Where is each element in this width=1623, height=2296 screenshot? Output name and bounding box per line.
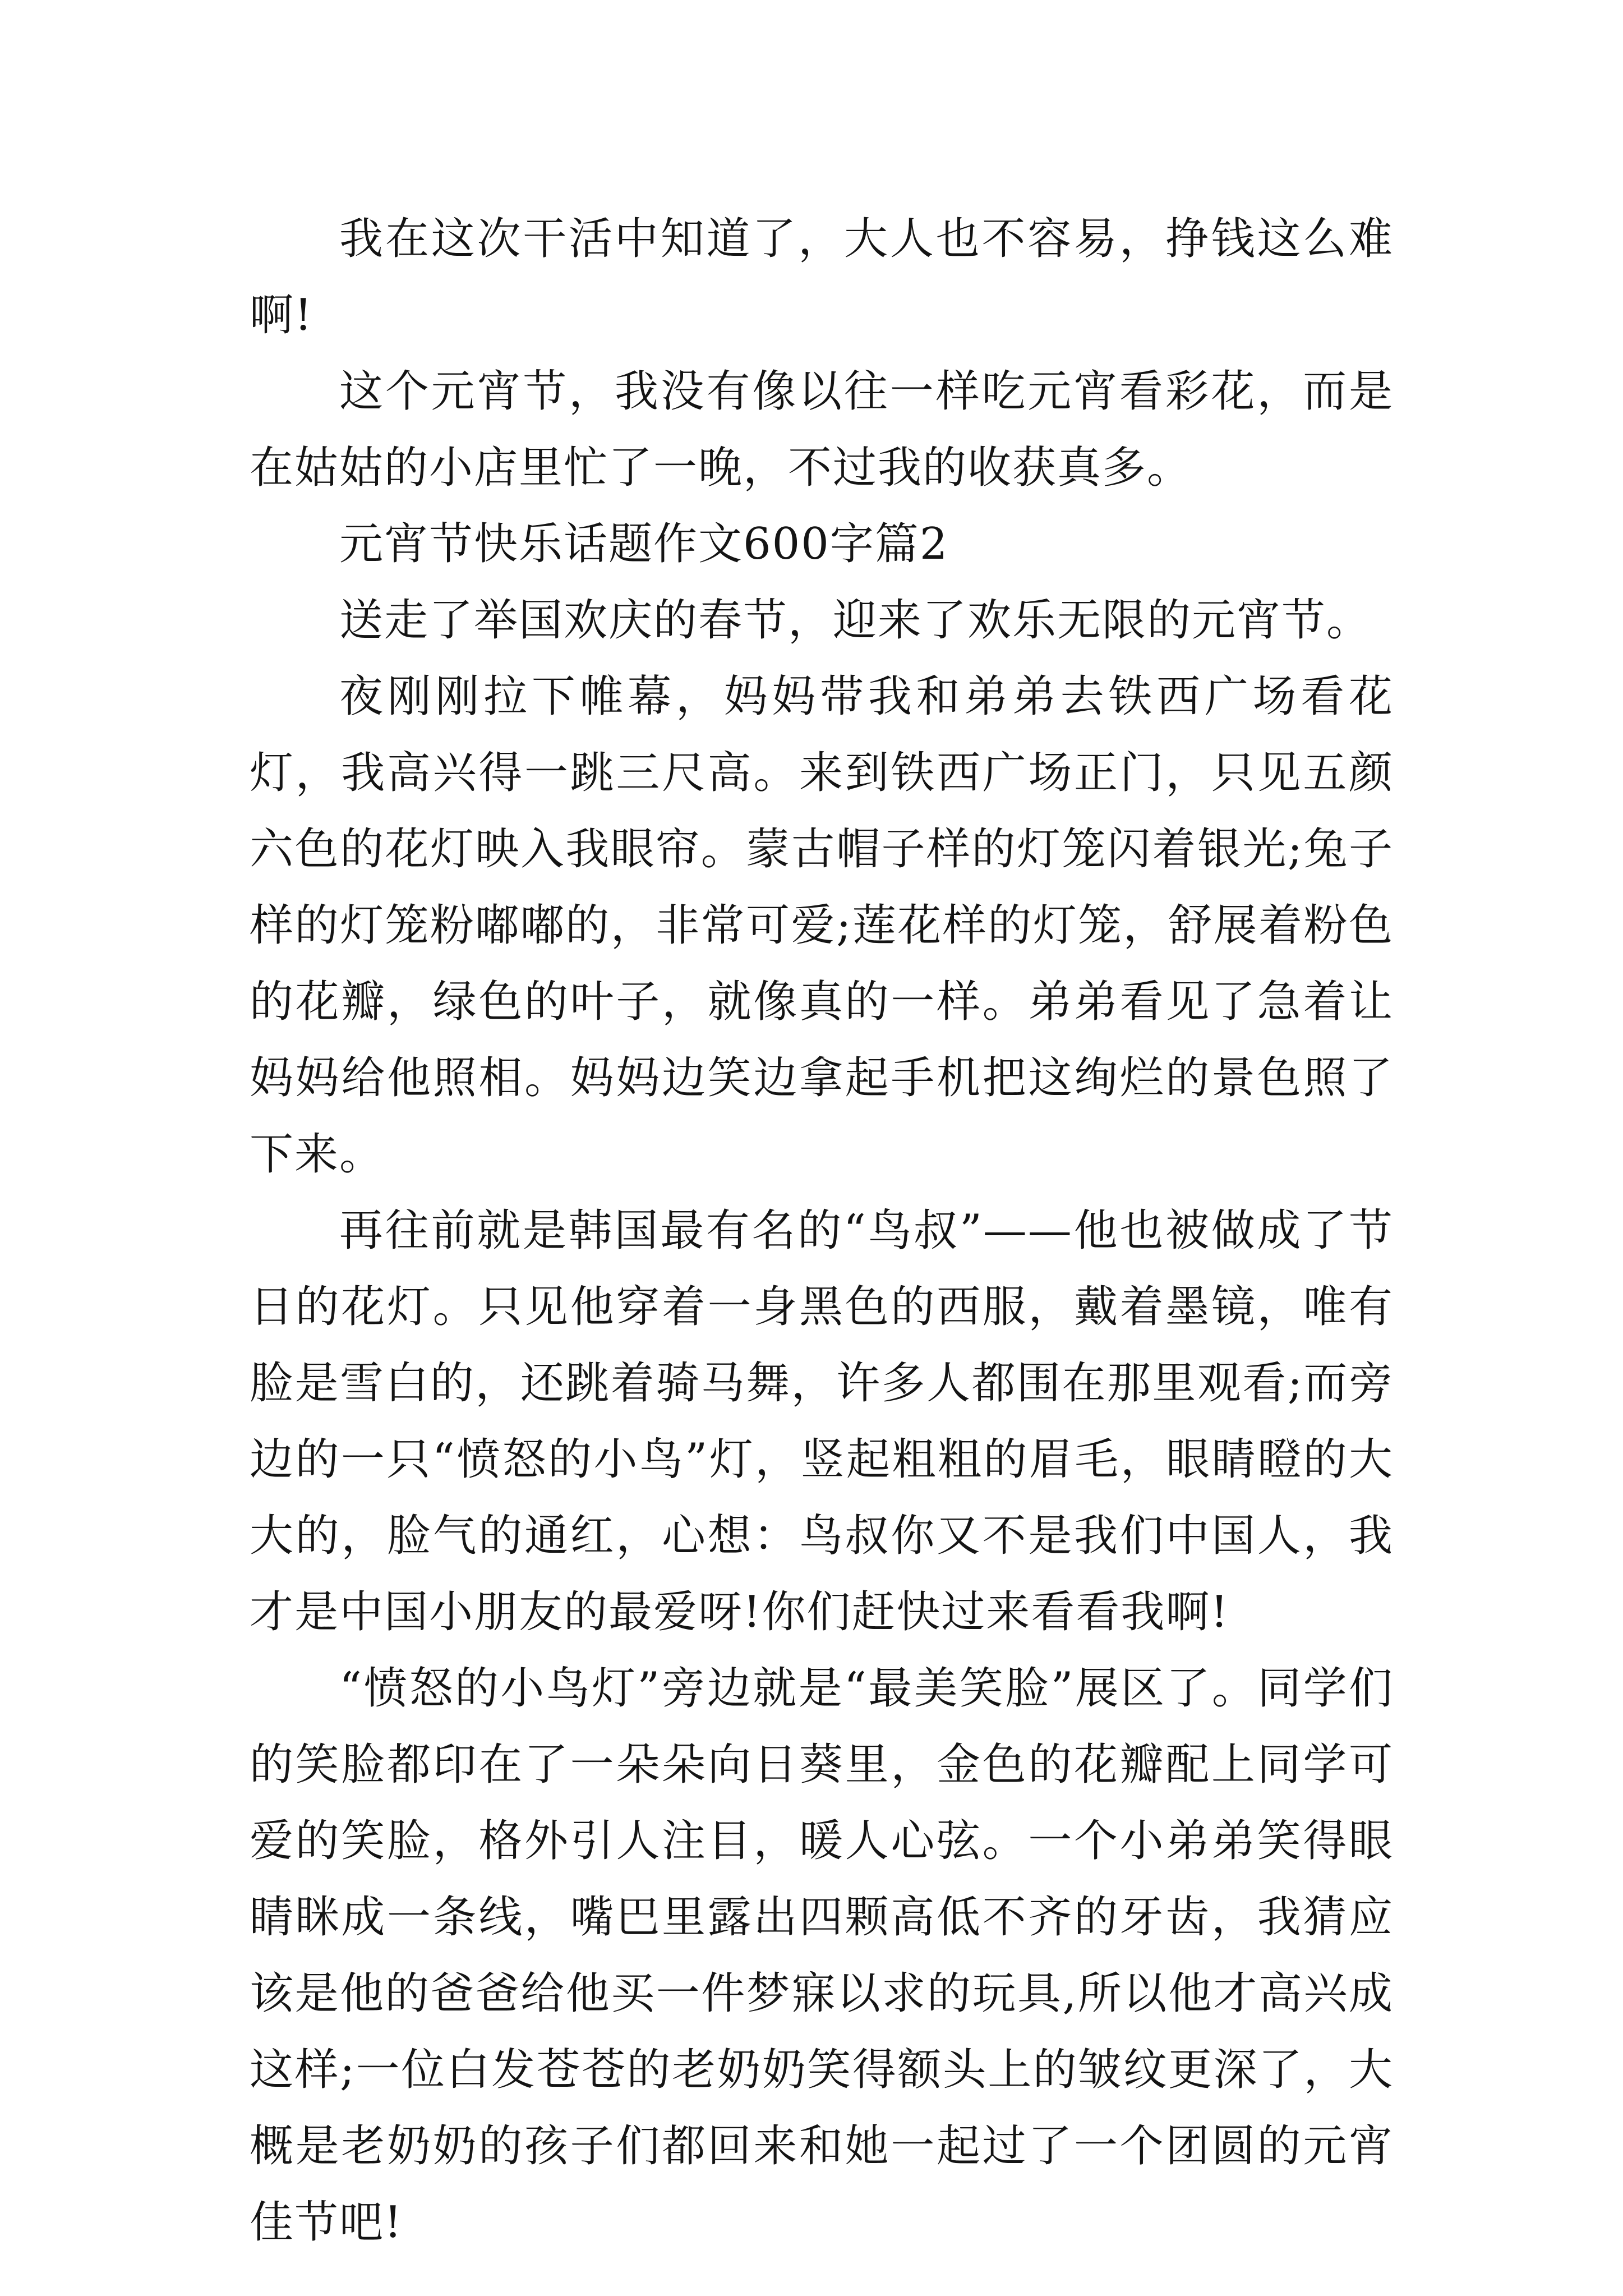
paragraph-1: 我在这次干活中知道了，大人也不容易，挣钱这么难啊! bbox=[250, 214, 1394, 341]
paragraph-2: 这个元宵节，我没有像以往一样吃元宵看彩花，而是在姑姑的小店里忙了一晚，不过我的收获真多。 bbox=[250, 366, 1394, 493]
paragraph-5: 再往前就是韩国最有名的“鸟叔”——他也被做成了节日的花灯。只见他穿着一身黑色的西服，戴着墨镜，唯有脸是雪白的，还跳着骑马舞，许多人都围在那里观看;而旁边的一只“愤怒的小鸟”灯，竖起粗粗的眉毛，眼睛瞪的大大的，脸气的通红，心想：鸟叔你又不是我们中国人，我才是中国小朋友的最爱呀!你们赶快过来看看我啊! bbox=[250, 1205, 1394, 1637]
section-heading: 元宵节快乐话题作文600字篇2 bbox=[339, 519, 949, 569]
paragraph-3: 送走了举国欢庆的春节，迎来了欢乐无限的元宵节。 bbox=[339, 595, 1372, 646]
paragraph-4: 夜刚刚拉下帷幕，妈妈带我和弟弟去铁西广场看花灯，我高兴得一跳三尺高。来到铁西广场正门，只见五颜六色的花灯映入我眼帘。蒙古帽子样的灯笼闪着银光;兔子样的灯笼粉嘟嘟的，非常可爱;莲花样的灯笼，舒展着粉色的花瓣，绿色的叶子，就像真的一样。弟弟看见了急着让妈妈给他照相。妈妈边笑边拿起手机把这绚烂的景色照了下来。 bbox=[250, 671, 1394, 1180]
document-body bbox=[250, 201, 1394, 2261]
paragraph-6: “愤怒的小鸟灯”旁边就是“最美笑脸”展区了。同学们的笑脸都印在了一朵朵向日葵里，金色的花瓣配上同学可爱的笑脸，格外引人注目，暖人心弦。一个小弟弟笑得眼睛眯成一条线，嘴巴里露出四颗高低不齐的牙齿，我猜应该是他的爸爸给他买一件梦寐以求的玩具,所以他才高兴成这样;一位白发苍苍的老奶奶笑得额头上的皱纹更深了，大概是老奶奶的孩子们都回来和她一起过了一个团圆的元宵佳节吧! bbox=[250, 1663, 1394, 2248]
